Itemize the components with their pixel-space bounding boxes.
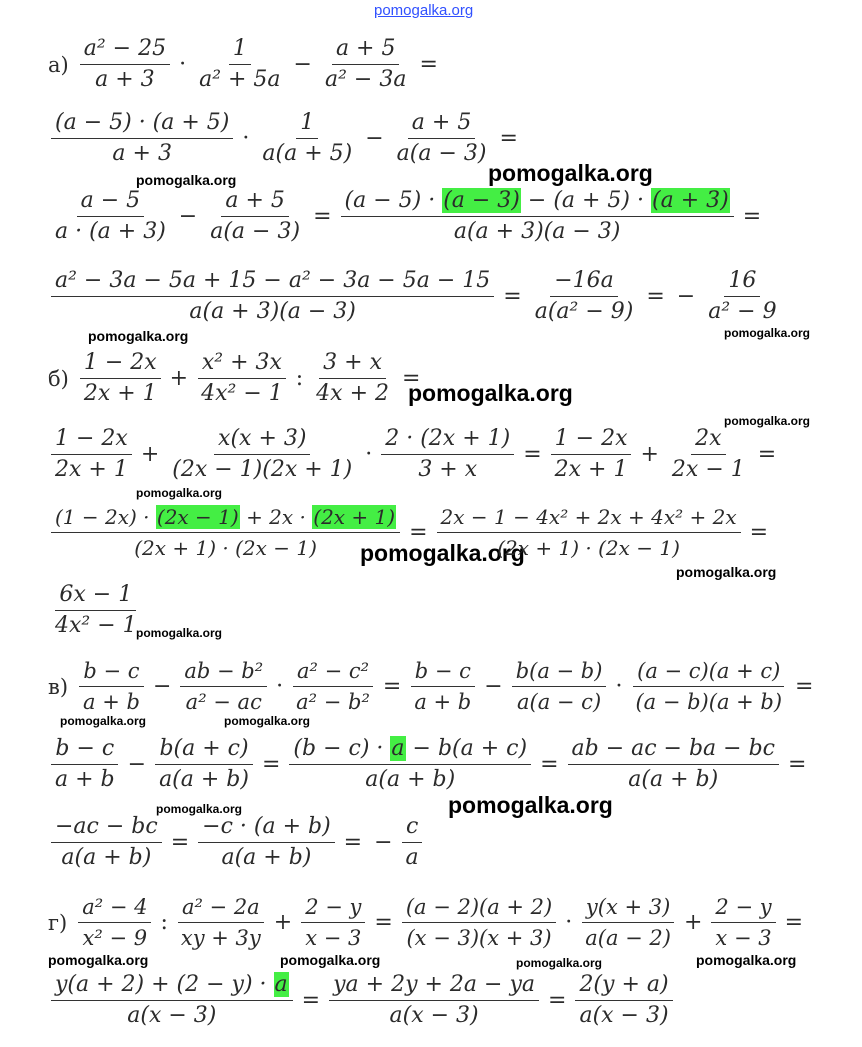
operator-eq: = [409, 520, 428, 545]
equation-line-g2 [48, 970, 676, 1031]
fraction [198, 812, 335, 873]
equation-line-g1 [48, 892, 809, 953]
watermark: pomogalka.org [408, 380, 573, 406]
operator-eq: = [784, 910, 804, 935]
numerator: a + 5 [408, 108, 476, 139]
denominator: a(a + b) [365, 767, 456, 792]
watermark: pomogalka.org [724, 414, 811, 428]
operator-minus: − [484, 674, 503, 699]
numerator: 16 [724, 266, 760, 297]
term: (b − c) · [293, 736, 384, 761]
equation-line-v2 [48, 734, 812, 795]
numerator [51, 502, 400, 533]
fraction [51, 266, 494, 327]
operator-eq: = [419, 52, 438, 77]
denominator: a + b [414, 690, 472, 714]
fraction [51, 734, 119, 795]
term: − b(a + c) [412, 736, 528, 761]
equation-line-a2 [48, 108, 524, 169]
denominator: 4x + 2 [316, 381, 389, 406]
operator-dot: · [179, 52, 187, 77]
fraction [289, 734, 531, 795]
denominator: 4x² − 1 [201, 381, 283, 406]
fraction [531, 266, 638, 327]
section-label-a: а) [48, 52, 69, 77]
operator-eq: = [170, 830, 190, 855]
numerator: ya + 2y + 2a − ya [329, 970, 539, 1001]
operator-dot: · [276, 674, 284, 699]
fraction [258, 108, 356, 169]
operator-eq: = [503, 284, 522, 309]
numerator: a² − 25 [80, 34, 170, 65]
watermark: pomogalka.org [724, 326, 811, 340]
numerator: a + 5 [332, 34, 400, 65]
numerator: a² − 4 [78, 892, 151, 923]
fraction [575, 970, 672, 1031]
fraction [80, 34, 170, 95]
operator-eq: = [742, 204, 762, 229]
fraction [51, 424, 132, 485]
term: (a − 5) · [344, 188, 436, 213]
numerator: (a − 2)(a + 2) [402, 892, 556, 923]
fraction [197, 348, 287, 409]
numerator: b − c [411, 656, 475, 687]
fraction [51, 580, 141, 641]
fraction [51, 812, 162, 873]
fraction [312, 348, 393, 409]
denominator: a(x − 3) [389, 1003, 479, 1028]
numerator: 2x − 1 − 4x² + 2x + 4x² + 2x [437, 502, 741, 533]
numerator: a² − c² [293, 656, 373, 687]
equation-line-v3 [48, 812, 426, 873]
denominator: a(a + 3)(a − 3) [453, 219, 621, 244]
fraction [410, 656, 475, 717]
numerator: 3 + x [319, 348, 386, 379]
operator-eq: = [757, 442, 777, 467]
equation-line-b2 [48, 424, 782, 485]
denominator: 3 + x [418, 457, 478, 482]
operator-dot: · [365, 442, 373, 467]
operator-dot: · [615, 674, 623, 699]
fraction [80, 348, 161, 409]
numerator: 1 − 2x [51, 424, 132, 455]
watermark: pomogalka.org [224, 714, 311, 728]
numerator: 1 [296, 108, 318, 139]
operator-minus: − [676, 284, 696, 309]
operator-eq: = [795, 674, 814, 699]
section-label-b: б) [48, 366, 69, 391]
numerator: −ac − bc [51, 812, 162, 843]
fraction [704, 266, 780, 327]
numerator: a − 5 [77, 186, 145, 217]
denominator: a² + 5a [199, 67, 281, 92]
watermark: pomogalka.org [60, 714, 147, 728]
operator-plus: + [169, 366, 189, 391]
watermark: pomogalka.org [136, 486, 223, 500]
operator-minus: − [374, 830, 393, 855]
numerator: (a − c)(a + c) [633, 656, 784, 687]
operator-eq: = [499, 126, 518, 151]
fraction [79, 656, 144, 717]
denominator: (2x + 1) · (2x − 1) [497, 536, 680, 560]
operator-eq: = [374, 910, 393, 935]
fraction [51, 186, 170, 247]
fraction [180, 656, 267, 717]
operator-plus: + [140, 442, 160, 467]
operator-minus: − [178, 204, 198, 229]
numerator: y(x + 3) [582, 892, 674, 923]
equation-line-v1 [48, 656, 819, 717]
operator-eq: = [540, 752, 559, 777]
denominator: x − 3 [715, 926, 772, 950]
fraction [195, 34, 284, 95]
denominator: (2x − 1)(2x + 1) [172, 457, 353, 482]
numerator: ab − b² [180, 656, 267, 687]
operator-eq: = [749, 520, 769, 545]
denominator: a² − 9 [708, 299, 777, 324]
highlighted-factor: a [274, 972, 288, 997]
watermark: pomogalka.org [280, 952, 381, 968]
numerator: 2 · (2x + 1) [381, 424, 514, 455]
fraction [329, 970, 539, 1031]
numerator: 2x [691, 424, 725, 455]
numerator: b(a − b) [512, 656, 607, 687]
operator-minus: − [293, 52, 312, 77]
numerator: 2 − y [711, 892, 775, 923]
numerator: 1 − 2x [551, 424, 632, 455]
denominator: a(a − c) [517, 690, 602, 714]
watermark: pomogalka.org [136, 172, 237, 188]
fraction [402, 892, 556, 953]
denominator: a + b [83, 690, 140, 714]
fraction [177, 892, 265, 953]
denominator: a² − 3a [324, 67, 407, 92]
fraction [51, 502, 400, 563]
operator-dot: · [242, 126, 250, 151]
denominator: a(a − 3) [396, 141, 487, 166]
highlighted-factor: (a − 3) [443, 188, 520, 213]
numerator: 1 − 2x [80, 348, 161, 379]
fraction [437, 502, 741, 563]
denominator: a(a − 2) [585, 926, 671, 950]
operator-dot: · [565, 910, 573, 935]
watermark: pomogalka.org [488, 160, 653, 186]
watermark: pomogalka.org [48, 952, 149, 968]
fraction [402, 812, 423, 873]
watermark: pomogalka.org [360, 540, 525, 566]
denominator: a(a − 3) [210, 219, 301, 244]
denominator: x − 3 [305, 926, 362, 950]
equation-line-b1 [48, 348, 426, 409]
operator-plus: + [273, 910, 293, 935]
fraction [301, 892, 365, 953]
numerator: ab − ac − ba − bc [568, 734, 780, 765]
denominator: a(x − 3) [579, 1003, 669, 1028]
numerator: b − c [51, 734, 118, 765]
fraction [393, 108, 491, 169]
fraction [155, 734, 253, 795]
fraction [668, 424, 749, 485]
denominator: a(a + 5) [262, 141, 353, 166]
numerator: −16a [550, 266, 618, 297]
highlighted-factor: (a + 3) [652, 188, 729, 213]
numerator: 2(y + a) [575, 970, 672, 1001]
denominator: a [405, 845, 419, 870]
denominator: a² − b² [296, 690, 370, 714]
numerator: −c · (a + b) [198, 812, 335, 843]
equation-line-b4 [48, 580, 144, 641]
denominator: a(a + 3)(a − 3) [189, 299, 356, 324]
numerator: a² − 3a − 5a + 15 − a² − 3a − 5a − 15 [51, 266, 494, 297]
numerator: a² − 2a [178, 892, 264, 923]
highlighted-factor: (2x + 1) [313, 505, 396, 529]
term: y(a + 2) + (2 − y) · [55, 972, 267, 997]
denominator: a(a + b) [159, 767, 249, 792]
numerator: c [402, 812, 422, 843]
numerator: 6x − 1 [55, 580, 136, 611]
operator-eq: = [343, 830, 363, 855]
watermark: pomogalka.org [516, 956, 603, 970]
denominator: a(x − 3) [127, 1003, 217, 1028]
fraction [568, 734, 780, 795]
denominator: 4x² − 1 [55, 613, 137, 638]
operator-eq: = [313, 204, 332, 229]
operator-minus: − [152, 674, 172, 699]
operator-colon: : [160, 910, 168, 935]
fraction [206, 186, 304, 247]
denominator: a(a² − 9) [534, 299, 634, 324]
watermark: pomogalka.org [88, 328, 189, 344]
operator-plus: + [683, 910, 703, 935]
numerator: a + 5 [221, 186, 289, 217]
denominator: a + 3 [112, 141, 172, 166]
watermark: pomogalka.org [676, 564, 777, 580]
denominator: a + b [55, 767, 115, 792]
fraction [341, 186, 734, 247]
highlighted-factor: a [391, 736, 405, 761]
operator-minus: − [127, 752, 147, 777]
operator-eq: = [646, 284, 665, 309]
term: (1 − 2x) · [55, 505, 150, 529]
numerator: x(x + 3) [214, 424, 310, 455]
denominator: x² − 9 [82, 926, 148, 950]
watermark: pomogalka.org [448, 792, 613, 818]
equation-line-a1 [48, 34, 444, 95]
denominator: 2x + 1 [83, 381, 157, 406]
numerator: 1 [229, 34, 251, 65]
operator-plus: + [640, 442, 659, 467]
numerator: 2 − y [301, 892, 365, 923]
operator-eq: = [402, 366, 421, 391]
fraction [381, 424, 514, 485]
denominator: a(a + b) [628, 767, 719, 792]
fraction [512, 656, 607, 717]
fraction [631, 656, 786, 717]
fraction [51, 108, 233, 169]
denominator: (2x + 1) · (2x − 1) [134, 536, 317, 560]
numerator [289, 734, 531, 765]
fraction [321, 34, 410, 95]
numerator: b − c [79, 656, 143, 687]
section-label-v: в) [48, 674, 69, 699]
equation-line-a3 [48, 186, 767, 247]
operator-eq: = [548, 988, 567, 1013]
operator-eq: = [523, 442, 542, 467]
watermark: pomogalka.org [696, 952, 797, 968]
denominator: a · (a + 3) [55, 219, 166, 244]
denominator: a(a + b) [61, 845, 152, 870]
operator-eq: = [788, 752, 807, 777]
numerator: x² + 3x [198, 348, 286, 379]
fraction [581, 892, 675, 953]
fraction [78, 892, 151, 953]
numerator: b(a + c) [155, 734, 252, 765]
term: + 2x · [246, 505, 306, 529]
watermark: pomogalka.org [136, 626, 223, 640]
operator-minus: − [365, 126, 384, 151]
fraction [711, 892, 775, 953]
fraction [168, 424, 356, 485]
denominator: (a − b)(a + b) [635, 690, 783, 714]
numerator [341, 186, 734, 217]
equation-line-a4 [48, 266, 784, 327]
denominator: a + 3 [95, 67, 155, 92]
fraction [551, 424, 632, 485]
operator-colon: : [295, 366, 304, 391]
section-label-g: г) [48, 910, 68, 935]
operator-eq: = [382, 674, 402, 699]
fraction [51, 970, 293, 1031]
term: − (a + 5) · [527, 188, 645, 213]
denominator: 2x + 1 [554, 457, 628, 482]
numerator: (a − 5) · (a + 5) [51, 108, 233, 139]
highlighted-factor: (2x − 1) [156, 505, 239, 529]
denominator: 2x − 1 [671, 457, 745, 482]
equation-line-b3 [48, 502, 774, 563]
denominator: 2x + 1 [55, 457, 128, 482]
fraction [292, 656, 374, 717]
denominator: (x − 3)(x + 3) [406, 926, 552, 950]
denominator: a² − ac [185, 690, 262, 714]
operator-eq: = [301, 988, 321, 1013]
denominator: a(a + b) [221, 845, 312, 870]
operator-eq: = [261, 752, 281, 777]
watermark-top[interactable]: pomogalka.org [374, 2, 474, 19]
numerator [51, 970, 293, 1001]
denominator: xy + 3y [180, 926, 261, 950]
watermark: pomogalka.org [156, 802, 243, 816]
